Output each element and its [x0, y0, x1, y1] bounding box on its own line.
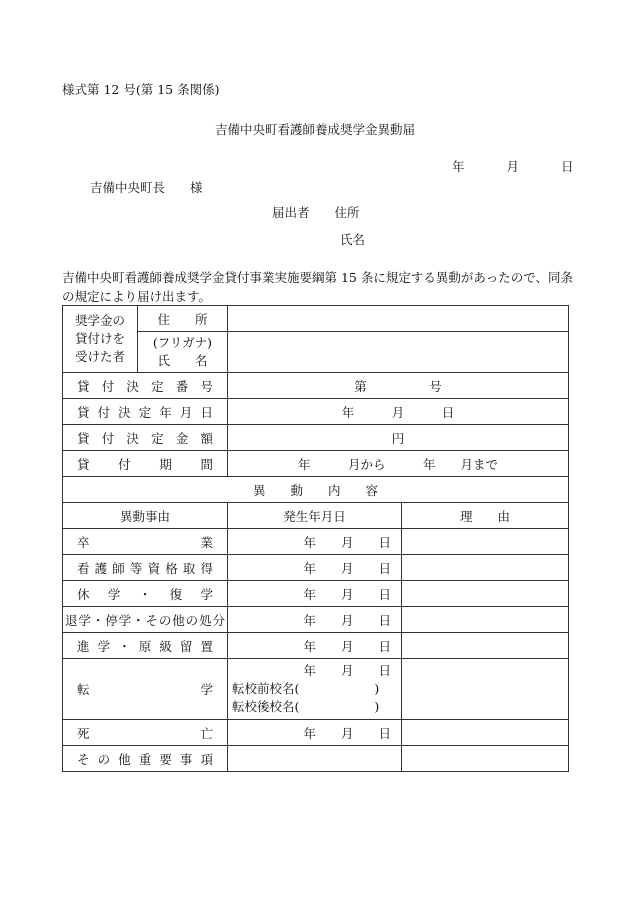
- document-title: 吉備中央町看護師養成奨学金異動届: [214, 122, 415, 137]
- table-row: [63, 633, 569, 659]
- change-reason-field[interactable]: [402, 607, 569, 633]
- loan-amount-field[interactable]: 円: [228, 425, 569, 451]
- change-type-label: 看護師等資格取得: [63, 555, 228, 581]
- notifier-address-label: 届出者 住所: [272, 205, 360, 220]
- table-row: [63, 555, 569, 581]
- date-month-label: 月: [506, 159, 519, 174]
- loan-decision-number-label: 貸付決定番号: [63, 373, 228, 399]
- transfer-date-field[interactable]: [228, 659, 402, 720]
- change-reason-field[interactable]: [402, 581, 569, 607]
- table-row: [63, 581, 569, 607]
- recipient-label-line: 奨学金の: [74, 313, 125, 328]
- notifier-name-label: 氏名: [340, 232, 366, 247]
- change-type-label: 休学・復学: [63, 581, 228, 607]
- change-reason-field[interactable]: [402, 529, 569, 555]
- change-type-label: 退学・停学・その他の処分: [63, 607, 228, 633]
- change-reason-field[interactable]: [402, 746, 569, 772]
- recipient-label: [63, 306, 138, 373]
- date-year-label: 年: [452, 159, 465, 174]
- date-line: [452, 157, 573, 175]
- change-type-label: 卒業: [63, 529, 228, 555]
- change-date-field[interactable]: 年 月 日: [228, 529, 402, 555]
- change-reason-field[interactable]: [402, 555, 569, 581]
- change-type-label: その他重要事項: [63, 746, 228, 772]
- change-reason-field[interactable]: [402, 659, 569, 720]
- loan-decision-number-field[interactable]: 第 号: [228, 373, 569, 399]
- name-field[interactable]: [228, 332, 569, 373]
- table-row: [63, 720, 569, 746]
- table-row: [63, 659, 569, 720]
- table-row: [63, 529, 569, 555]
- loan-period-label: 貸付期間: [63, 451, 228, 477]
- body-text: 吉備中央町看護師養成奨学金貸付事業実施要綱第 15 条に規定する異動があったので、同条の規定により届け出ます。: [62, 270, 573, 304]
- change-type-label: 進学・原級留置: [63, 633, 228, 659]
- change-reason-field[interactable]: [402, 633, 569, 659]
- other-date-field[interactable]: [228, 746, 402, 772]
- col-header-date: 発生年月日: [228, 503, 402, 529]
- change-form-table: [62, 305, 569, 772]
- address-label: 住 所: [138, 306, 228, 332]
- loan-amount-label: 貸付決定金額: [63, 425, 228, 451]
- form-number: 様式第 12 号(第 15 条関係): [62, 82, 220, 97]
- col-header-reason: 理 由: [402, 503, 569, 529]
- date-day-label: 日: [560, 159, 574, 174]
- change-date-field[interactable]: 年 月 日: [228, 581, 402, 607]
- loan-period-field[interactable]: 年 月から 年 月まで: [228, 451, 569, 477]
- change-type-label: 死亡: [63, 720, 228, 746]
- transfer-date: 年 月 日: [303, 663, 391, 678]
- furigana-name-label: [138, 332, 228, 373]
- recipient-label-line: 受けた者: [74, 349, 125, 364]
- name-label: 氏 名: [157, 353, 208, 368]
- transfer-before-school: 転校前校名( ): [232, 681, 380, 696]
- furigana-label: (フリガナ): [152, 335, 213, 350]
- change-type-label: 転学: [63, 659, 228, 720]
- col-header-reason-type: 異動事由: [63, 503, 228, 529]
- change-date-field[interactable]: 年 月 日: [228, 633, 402, 659]
- change-details-header: 異 動 内 容: [63, 477, 569, 503]
- loan-decision-date-label: 貸付決定年月日: [63, 399, 228, 425]
- addressee: 吉備中央町長 様: [90, 180, 203, 195]
- transfer-after-school: 転校後校名( ): [232, 699, 380, 714]
- change-date-field[interactable]: 年 月 日: [228, 555, 402, 581]
- table-row: [63, 607, 569, 633]
- change-reason-field[interactable]: [402, 720, 569, 746]
- table-row: [63, 746, 569, 772]
- recipient-label-line: 貸付けを: [74, 331, 125, 346]
- loan-decision-date-field[interactable]: 年 月 日: [228, 399, 569, 425]
- address-field[interactable]: [228, 306, 569, 332]
- change-date-field[interactable]: 年 月 日: [228, 607, 402, 633]
- change-date-field[interactable]: 年 月 日: [228, 720, 402, 746]
